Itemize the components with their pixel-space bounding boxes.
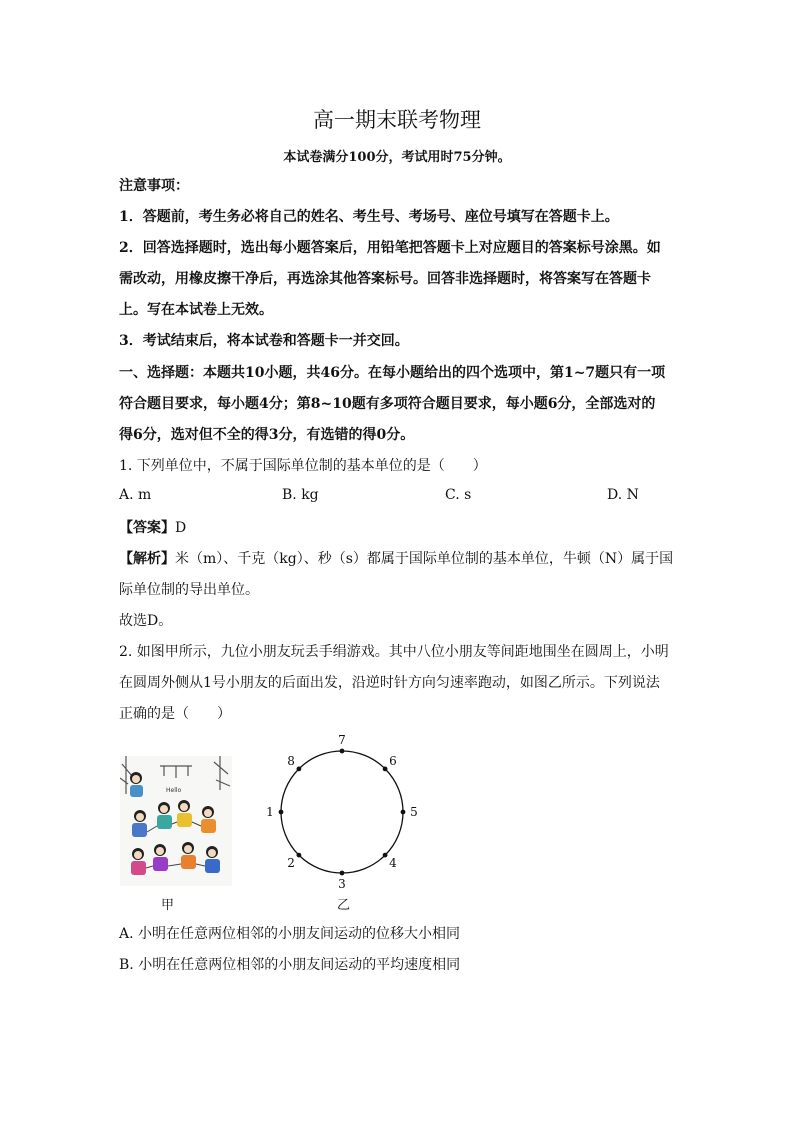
figure-jia-label: 甲	[161, 898, 175, 913]
circle-point-5	[401, 810, 406, 815]
exam-subtitle: 本试卷满分100分，考试用时75分钟。	[283, 150, 511, 165]
circle-point-2	[297, 853, 302, 858]
notice-item: 需改动，用橡皮擦干净后，再选涂其他答案标号。回答非选择题时，将答案写在答题卡	[119, 271, 651, 287]
circle-point-3	[340, 871, 345, 876]
q1-option-c: C. s	[445, 487, 472, 503]
section-instruction: 得6分，选对但不全的得3分，有选错的得0分。	[119, 427, 415, 443]
circle-label-5: 5	[410, 805, 418, 819]
circle-label-2: 2	[287, 855, 295, 870]
circle-point-4	[383, 853, 388, 858]
q2-option-b: B. 小明在任意两位相邻的小朋友间运动的平均速度相同	[119, 957, 461, 973]
answer-tag: 【答案】	[119, 520, 175, 536]
figure-yi-label: 乙	[337, 898, 351, 913]
question-2-stem: 在圆周外侧从1号小朋友的后面出发，沿逆时针方向匀速率跑动，如图乙所示。下列说法	[119, 675, 660, 691]
analysis-text: 米（m）、千克（kg）、秒（s）都属于国际单位制的基本单位，牛顿（N）属于国	[175, 551, 674, 567]
circle-label-4: 4	[389, 855, 397, 870]
section-instruction: 符合题目要求，每小题4分；第8~10题有多项符合题目要求，每小题6分，全部选对的	[119, 396, 656, 412]
circle-label-6: 6	[389, 754, 397, 769]
q2-option-a: A. 小明在任意两位相邻的小朋友间运动的位移大小相同	[119, 926, 461, 942]
question-2-stem: 正确的是（ ）	[119, 706, 231, 722]
q1-option-b: B. kg	[282, 487, 319, 503]
q1-conclusion: 故选D。	[119, 613, 173, 629]
q1-answer	[119, 518, 186, 538]
circle-point-8	[297, 767, 302, 772]
circle-point-7	[340, 749, 345, 754]
notice-item: 3．考试结束后，将本试卷和答题卡一并交回。	[119, 333, 409, 349]
q1-analysis-cont: 际单位制的导出单位。	[119, 582, 259, 598]
notice-item: 1．答题前，考生务必将自己的姓名、考生号、考场号、座位号填写在答题卡上。	[119, 209, 619, 225]
circle-point-6	[383, 767, 388, 772]
notice-item: 上。写在本试卷上无效。	[119, 302, 273, 318]
question-2-stem: 2. 如图甲所示，九位小朋友玩丢手绢游戏。其中八位小朋友等间距地围坐在圆周上，小明	[119, 644, 669, 660]
circle-label-1: 1	[266, 805, 274, 819]
figure-jia-illustration	[120, 756, 232, 886]
figure-yi-circle-diagram	[260, 728, 430, 898]
circle-label-8: 8	[287, 754, 295, 769]
answer-value: D	[175, 520, 187, 536]
notice-item: 2．回答选择题时，选出每小题答案后，用铅笔把答题卡上对应题目的答案标号涂黑。如	[119, 240, 661, 256]
q1-analysis	[119, 549, 673, 569]
notice-heading: 注意事项：	[119, 178, 189, 194]
section-instruction: 一、选择题：本题共10小题，共46分。在每小题给出的四个选项中，第1~7题只有一项	[119, 365, 666, 381]
children-drawing	[120, 756, 232, 886]
circle-label-3: 3	[338, 877, 346, 891]
svg-text:Hello: Hello	[166, 787, 182, 794]
circle-label-7: 7	[338, 733, 346, 747]
q1-option-d: D. N	[607, 487, 639, 503]
circle-point-1	[279, 810, 284, 815]
q1-option-a: A. m	[119, 487, 152, 503]
exam-title: 高一期末联考物理	[313, 108, 481, 132]
analysis-tag: 【解析】	[119, 551, 175, 567]
question-1-stem: 1. 下列单位中，不属于国际单位制的基本单位的是（ ）	[119, 458, 487, 474]
